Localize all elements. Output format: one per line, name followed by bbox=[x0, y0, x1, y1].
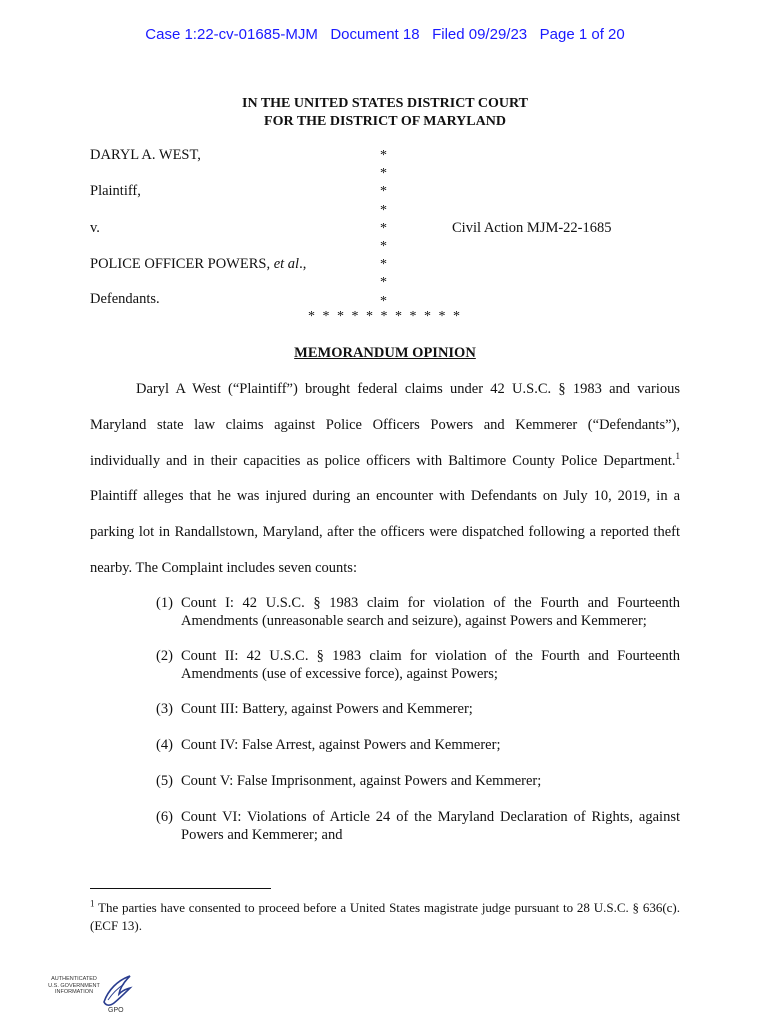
count-number: (3) bbox=[156, 701, 173, 717]
list-item bbox=[156, 808, 680, 844]
court-heading-line2: FOR THE DISTRICT OF MARYLAND bbox=[264, 114, 506, 129]
counts-list bbox=[156, 594, 680, 844]
caption-star: * bbox=[380, 293, 387, 309]
plaintiff-name: DARYL A. WEST, bbox=[90, 147, 201, 163]
list-item bbox=[156, 594, 680, 630]
memorandum-title: MEMORANDUM OPINION bbox=[294, 345, 476, 361]
court-heading-line1: IN THE UNITED STATES DISTRICT COURT bbox=[242, 96, 528, 111]
caption-star: * bbox=[380, 166, 387, 182]
count-number: (4) bbox=[156, 737, 173, 753]
civil-action-number: Civil Action MJM-22-1685 bbox=[452, 220, 612, 236]
count-text: Count I: 42 U.S.C. § 1983 claim for violation of the Fourth and Fourteenth Amendments (unreasonable search and seizure), against Powers and Kemmerer; bbox=[181, 595, 680, 629]
count-number: (1) bbox=[156, 595, 173, 611]
caption-star: * bbox=[380, 275, 387, 291]
count-number: (6) bbox=[156, 809, 173, 825]
count-number: (5) bbox=[156, 773, 173, 789]
versus: v. bbox=[90, 220, 100, 236]
footnote-number: 1 bbox=[90, 898, 95, 909]
gpo-authentication-seal bbox=[44, 972, 134, 1014]
caption-star-row: * * * * * * * * * * * bbox=[308, 309, 462, 324]
caption-star: * bbox=[380, 257, 387, 273]
footnote: $^1$ The parties have consented to proceed before a United States magistrate judge pursuant to 28 U.S.C. § 636(c). (ECF 13). bbox=[90, 898, 680, 933]
case-header-stamp: Case 1:22-cv-01685-MJM Document 18 Filed 09/29/23 Page 1 of 20 bbox=[145, 26, 625, 43]
gpo-mark-label: GPO bbox=[108, 1007, 124, 1014]
list-item bbox=[156, 647, 680, 683]
count-number: (2) bbox=[156, 648, 173, 664]
gpo-eagle-icon bbox=[100, 972, 134, 1014]
caption-star: * bbox=[380, 184, 387, 200]
court-heading bbox=[0, 95, 770, 131]
caption-star: * bbox=[380, 220, 387, 236]
footnote-ref[interactable]: 1 bbox=[675, 450, 680, 461]
caption-star: * bbox=[380, 202, 387, 218]
intro-paragraph: Daryl A West (“Plaintiff”) brought federal claims under 42 U.S.C. § 1983 and various Maryland state law claims against Police Officers Powers and Kemmerer (“Defendants”), individually and in their capacities as police officers with Baltimore County Police Department.$^1$ Plaintiff alleges that he was injured during an encounter with Defendants on July 10, 2019, in a parking lot in Randallstown, Maryland, after the officers were dispatched following a reported theft nearby. The Complaint includes seven counts: bbox=[90, 381, 680, 576]
defendant-role: Defendants. bbox=[90, 291, 160, 307]
caption-star: * bbox=[380, 148, 387, 163]
footnote-divider bbox=[90, 888, 271, 889]
list-item bbox=[156, 700, 680, 718]
list-item bbox=[156, 736, 680, 754]
count-text: Count VI: Violations of Article 24 of the Maryland Declaration of Rights, against Powers and Kemmerer; and bbox=[181, 809, 680, 843]
list-item bbox=[156, 772, 680, 790]
defendant-name: POLICE OFFICER POWERS, et al., bbox=[90, 256, 307, 272]
caption-star: * bbox=[380, 239, 387, 255]
caption-star-column bbox=[380, 147, 387, 311]
count-text: Count III: Battery, against Powers and Kemmerer; bbox=[181, 701, 473, 717]
gpo-seal-text: AUTHENTICATED U.S. GOVERNMENT INFORMATION bbox=[48, 976, 100, 995]
plaintiff-role: Plaintiff, bbox=[90, 183, 141, 199]
count-text: Count V: False Imprisonment, against Powers and Kemmerer; bbox=[181, 773, 542, 789]
count-text: Count IV: False Arrest, against Powers and Kemmerer; bbox=[181, 737, 501, 753]
count-text: Count II: 42 U.S.C. § 1983 claim for violation of the Fourth and Fourteenth Amendments (use of excessive force), against Powers; bbox=[181, 648, 680, 682]
